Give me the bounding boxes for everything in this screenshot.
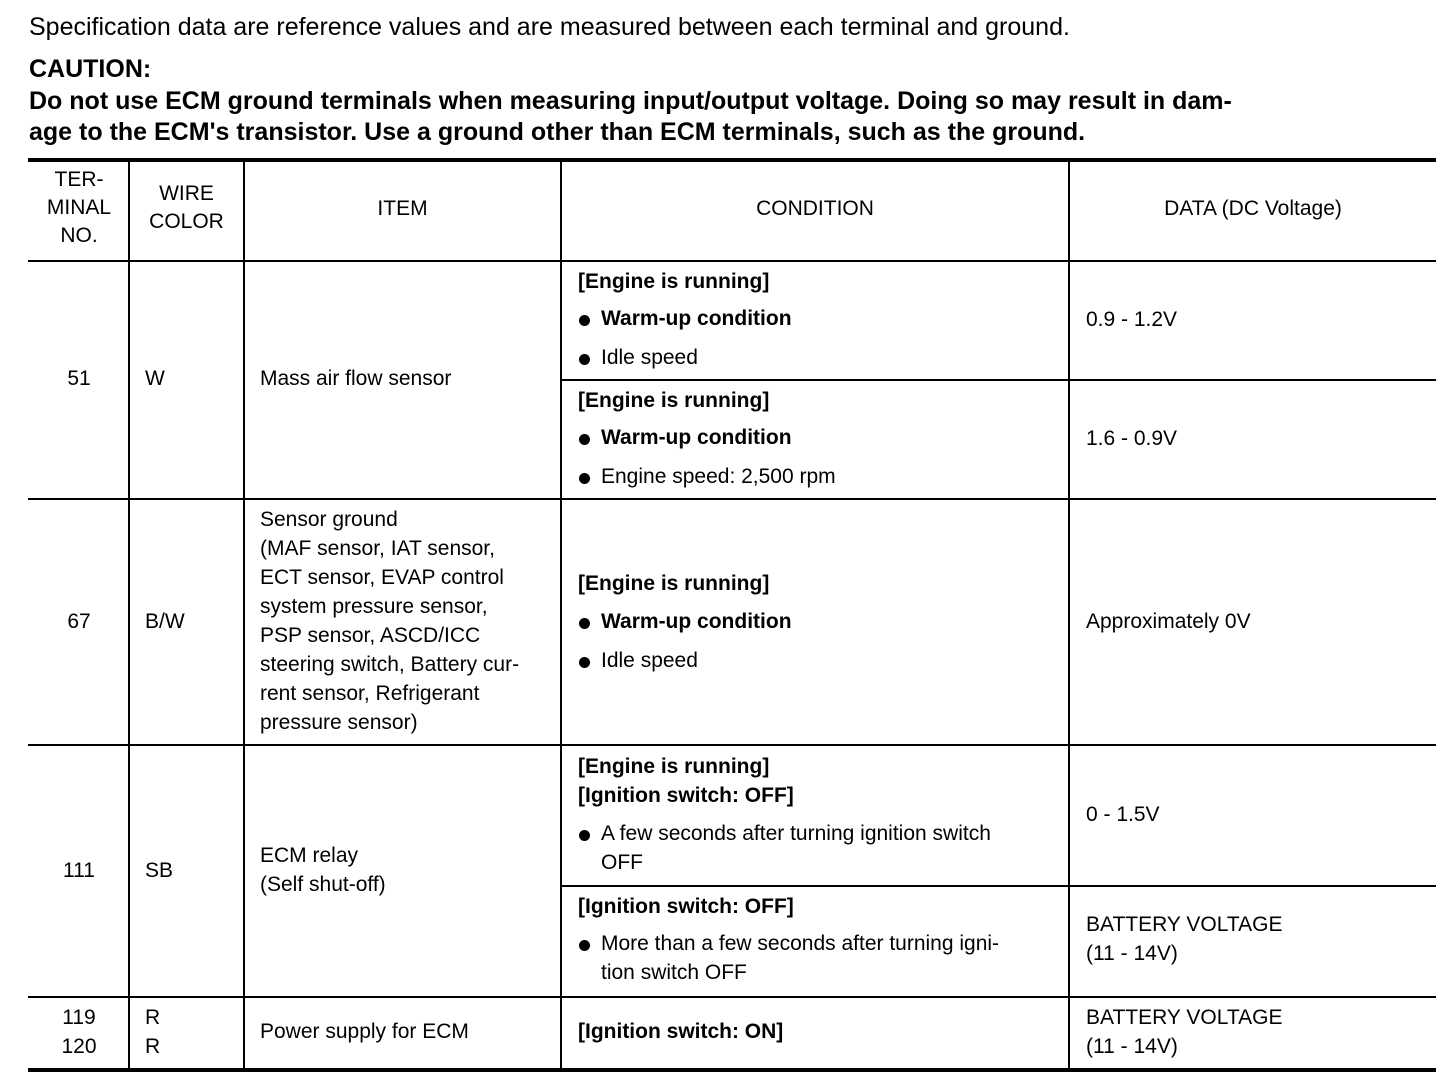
table-top-rule	[28, 158, 1436, 162]
data-value: 1.6 - 0.9V	[1086, 427, 1178, 450]
row-divider	[28, 744, 1436, 746]
wire-color: R R	[145, 1006, 161, 1058]
data-value: BATTERY VOLTAGE (11 - 14V)	[1086, 1006, 1283, 1058]
wire-color: B/W	[145, 610, 185, 633]
condition-heading: [Engine is running]	[578, 572, 770, 595]
wire-color: W	[145, 367, 165, 390]
header-data: DATA (DC Voltage)	[1164, 197, 1342, 220]
condition-heading: [Ignition switch: OFF]	[578, 895, 794, 918]
condition-bullet: Warm-up condition	[601, 304, 792, 333]
condition-bullet: Warm-up condition	[601, 423, 792, 452]
condition-heading: [Engine is running] [Ignition switch: OFF]	[578, 755, 794, 807]
terminal-no: 111	[63, 859, 95, 882]
data-value: 0 - 1.5V	[1086, 803, 1160, 826]
column-divider	[243, 160, 245, 1070]
header-condition: CONDITION	[756, 197, 874, 220]
terminal-no: 119 120	[61, 1006, 97, 1058]
condition-bullet: A few seconds after turning ignition switch OFF	[601, 819, 991, 877]
header-item: ITEM	[377, 197, 428, 220]
condition-bullet: Idle speed	[601, 646, 698, 675]
condition-bullet: Engine speed: 2,500 rpm	[601, 462, 836, 491]
header-terminal: TER- MINAL NO.	[46, 168, 112, 247]
caution-title: CAUTION:	[29, 55, 152, 83]
table-bottom-rule	[28, 1068, 1436, 1072]
condition-heading: [Ignition switch: ON]	[578, 1020, 784, 1043]
header-wire-color: WIRE COLOR	[149, 182, 224, 233]
column-divider	[128, 160, 130, 1070]
condition-bullet: Warm-up condition	[601, 607, 792, 636]
condition-heading: [Engine is running]	[578, 270, 770, 293]
terminal-no: 67	[67, 610, 91, 633]
column-divider	[560, 160, 562, 1070]
row-divider	[28, 498, 1436, 500]
item-text: Mass air flow sensor	[260, 367, 452, 390]
wire-color: SB	[145, 859, 174, 882]
condition-bullet: Idle speed	[601, 343, 698, 372]
data-value: Approximately 0V	[1086, 610, 1251, 633]
header-bottom-rule	[28, 260, 1436, 262]
data-value: BATTERY VOLTAGE (11 - 14V)	[1086, 913, 1283, 965]
data-value: 0.9 - 1.2V	[1086, 308, 1178, 331]
intro-text: Specification data are reference values and are measured between each terminal and ground.	[29, 13, 1070, 41]
item-text: Power supply for ECM	[260, 1020, 469, 1043]
caution-line-2: age to the ECM's transistor. Use a ground other than ECM terminals, such as the ground.	[29, 118, 1086, 146]
condition-heading: [Engine is running]	[578, 389, 770, 412]
condition-bullet: More than a few seconds after turning igni- tion switch OFF	[601, 929, 999, 987]
item-text: Sensor ground (MAF sensor, IAT sensor, ECT sensor, EVAP control system pressure sensor, PSP sensor, ASCD/ICC steering switch, Battery cur- rent sensor, Refrigerant pressure sensor)	[260, 508, 520, 734]
row-divider	[28, 996, 1436, 998]
caution-line-1: Do not use ECM ground terminals when measuring input/output voltage. Doing so may result in dam-	[29, 87, 1232, 115]
terminal-no: 51	[67, 367, 91, 390]
subrow-divider	[561, 885, 1436, 887]
item-text: ECM relay (Self shut-off)	[260, 844, 386, 896]
subrow-divider	[561, 379, 1436, 381]
column-divider	[1068, 160, 1070, 1070]
